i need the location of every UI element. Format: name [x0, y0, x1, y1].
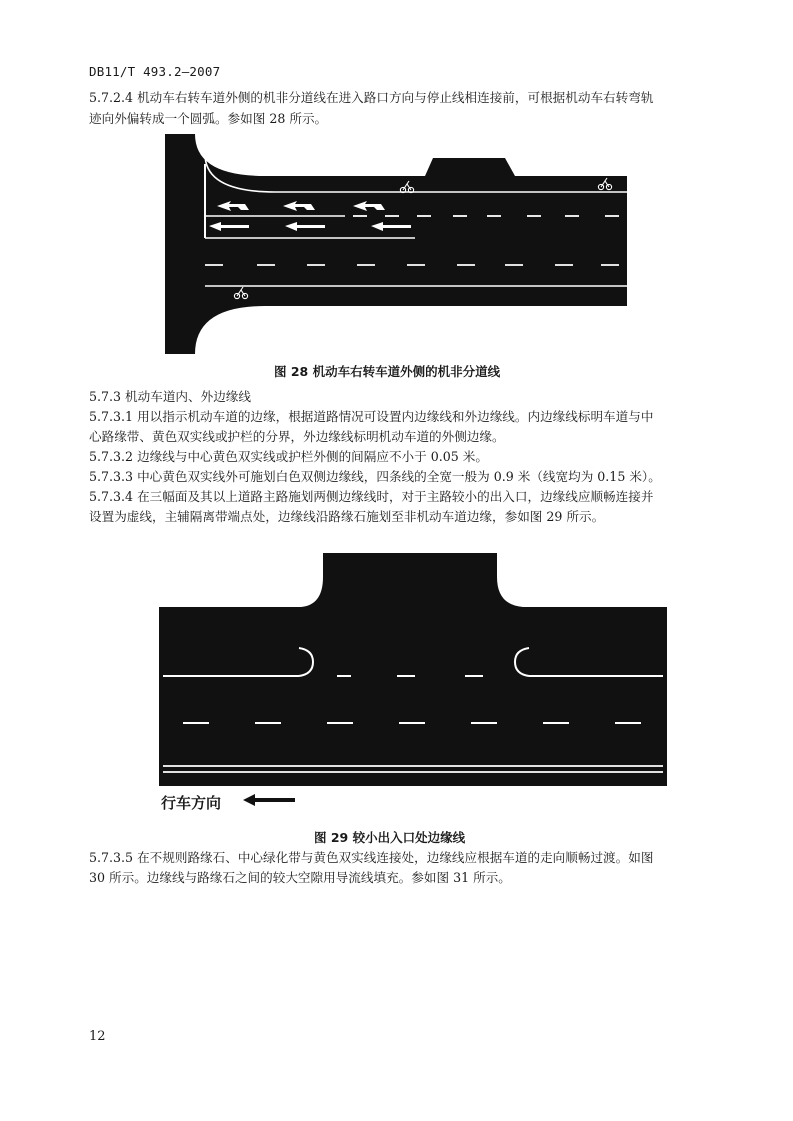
- para-5724-line1: 5.7.2.4 机动车右转车道外侧的机非分道线在进入路口方向与停止线相连接前，可根据机动车右转弯轨: [89, 90, 654, 105]
- figure-28-diagram: [165, 134, 627, 354]
- travel-direction-label: 行车方向: [161, 794, 222, 812]
- road-surface: [159, 553, 667, 786]
- para-5735-line1: 5.7.3.5 在不规则路缘石、中心绿化带与黄色双实线连接处，边缘线应根据车道的走向顺畅过渡。如图: [89, 850, 654, 865]
- figure-29-diagram: [159, 553, 667, 786]
- para-5734-line2: 设置为虚线，主辅隔离带端点处，边缘线沿路缘石施划至非机动车道边缘，参如图 29 所示。: [89, 509, 605, 524]
- main-road-surface: [195, 134, 627, 354]
- figure-28-caption: 图 28 机动车右转车道外侧的机非分道线: [274, 364, 501, 379]
- para-573: 5.7.3 机动车道内、外边缘线: [89, 389, 251, 404]
- figure-29-caption: 图 29 较小出入口处边缘线: [314, 830, 466, 845]
- left-arrow-icon: [241, 792, 297, 808]
- para-5732: 5.7.3.2 边缘线与中心黄色双实线或护栏外侧的间隔应不小于 0.05 米。: [89, 449, 488, 464]
- cross-road: [165, 134, 195, 354]
- para-5724-line2: 迹向外偏转成一个圆弧。参如图 28 所示。: [89, 111, 328, 126]
- standard-id-header: DB11/T 493.2—2007: [89, 64, 221, 79]
- para-5735-line2: 30 所示。边缘线与路缘石之间的较大空隙用导流线填充。参如图 31 所示。: [89, 870, 511, 885]
- para-5734-line1: 5.7.3.4 在三幅面及其以上道路主路施划两侧边缘线时，对于主路较小的出入口，边缘线应顺畅连接并: [89, 489, 654, 504]
- page-number: 12: [89, 1029, 106, 1044]
- para-5731-line2: 心路缘带、黄色双实线或护栏的分界，外边缘线标明机动车道的外侧边缘。: [89, 429, 505, 444]
- para-5731-line1: 5.7.3.1 用以指示机动车道的边缘，根据道路情况可设置内边缘线和外边缘线。内边缘线标明车道与中: [89, 409, 654, 424]
- para-5733: 5.7.3.3 中心黄色双实线外可施划白色双侧边缘线，四条线的全宽一般为 0.9 米（线宽均为 0.15 米）。: [89, 469, 661, 484]
